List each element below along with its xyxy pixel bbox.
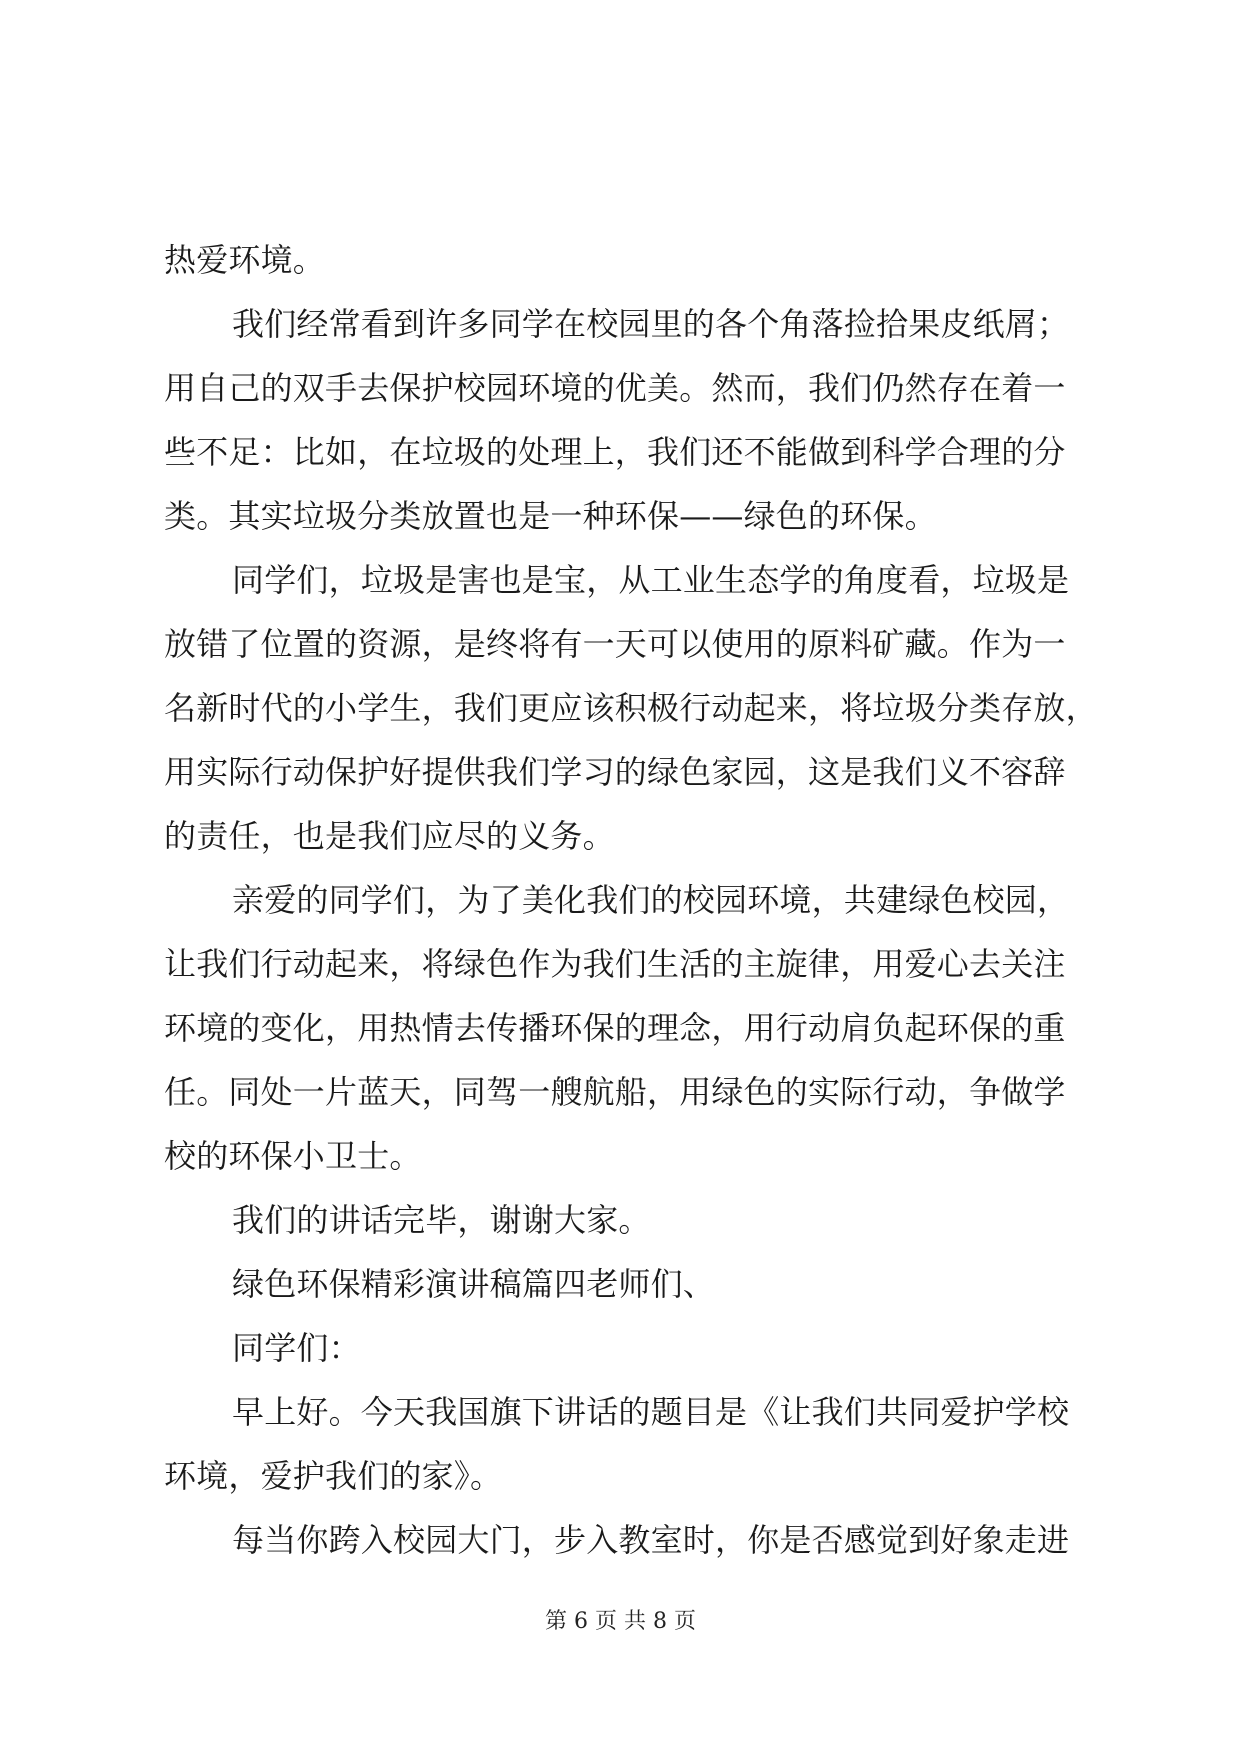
text-line: 热爱环境。	[164, 241, 326, 279]
text-line: 些不足：比如，在垃圾的处理上，我们还不能做到科学合理的分	[164, 433, 1066, 471]
text-line: 用实际行动保护好提供我们学习的绿色家园，这是我们义不容辞	[164, 753, 1066, 791]
text-line: 用自己的双手去保护校园环境的优美。然而，我们仍然存在着一	[164, 369, 1066, 407]
text-line: 亲爱的同学们，为了美化我们的校园环境，共建绿色校园，	[232, 881, 1070, 919]
text-line: 环境，爱护我们的家》。	[164, 1457, 503, 1495]
text-line: 任。同处一片蓝天，同驾一艘航船，用绿色的实际行动，争做学	[164, 1073, 1066, 1111]
text-line: 类。其实垃圾分类放置也是一种环保——绿色的环保。	[164, 497, 937, 535]
text-line: 名新时代的小学生，我们更应该积极行动起来，将垃圾分类存放，	[164, 689, 1098, 727]
text-line: 绿色环保精彩演讲稿篇四老师们、	[232, 1265, 716, 1303]
text-line: 的责任，也是我们应尽的义务。	[164, 817, 615, 855]
text-line: 早上好。今天我国旗下讲话的题目是《让我们共同爱护学校	[232, 1393, 1070, 1431]
text-line: 环境的变化，用热情去传播环保的理念，用行动肩负起环保的重	[164, 1009, 1066, 1047]
page-number-footer: 第 6 页 共 8 页	[545, 1609, 696, 1634]
text-line: 让我们行动起来，将绿色作为我们生活的主旋律，用爱心去关注	[164, 945, 1066, 983]
text-line: 我们经常看到许多同学在校园里的各个角落捡拾果皮纸屑；	[232, 305, 1070, 343]
text-line: 放错了位置的资源，是终将有一天可以使用的原料矿藏。作为一	[164, 625, 1066, 663]
text-line: 每当你跨入校园大门，步入教室时，你是否感觉到好象走进	[232, 1521, 1070, 1559]
text-line: 同学们：	[232, 1329, 361, 1367]
text-line: 校的环保小卫士。	[164, 1137, 422, 1175]
text-line: 同学们，垃圾是害也是宝，从工业生态学的角度看，垃圾是	[232, 561, 1070, 599]
text-line: 我们的讲话完毕，谢谢大家。	[232, 1201, 651, 1239]
document-body	[164, 228, 1098, 1572]
